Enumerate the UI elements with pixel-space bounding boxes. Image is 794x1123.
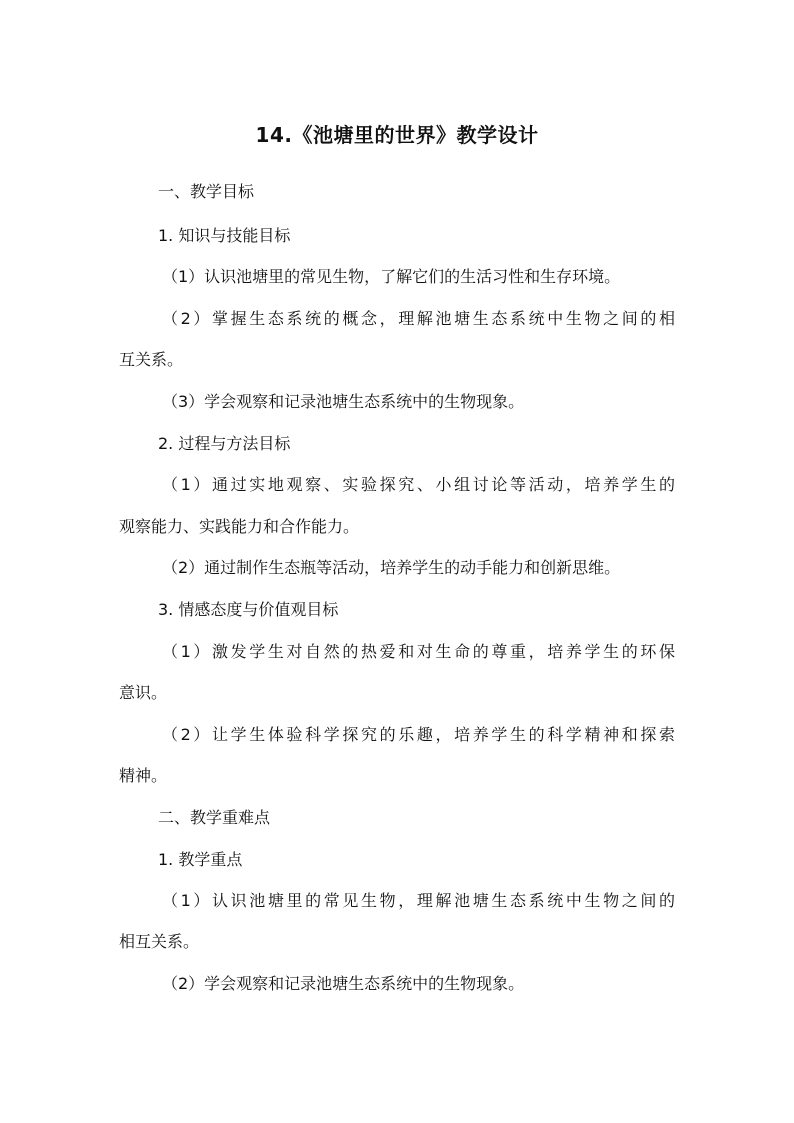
subheading-emotion-values: 3. 情感态度与价值观目标 (158, 600, 339, 619)
process-item-1-line-2: 观察能力、实践能力和合作能力。 (119, 517, 360, 536)
emotion-item-2-line-2: 精神。 (119, 766, 168, 785)
subheading-teaching-focus: 1. 教学重点 (158, 850, 243, 869)
focus-item-1-line-2: 相互关系。 (119, 932, 200, 951)
knowledge-item-3: （3）学会观察和记录池塘生态系统中的生物现象。 (162, 392, 525, 411)
emotion-item-1-line-1: （1）激发学生对自然的热爱和对生命的尊重，培养学生的环保 (162, 642, 675, 661)
section-heading-key-points: 二、教学重难点 (158, 808, 271, 827)
knowledge-item-2-line-1: （2）掌握生态系统的概念，理解池塘生态系统中生物之间的相 (162, 309, 675, 328)
focus-item-1-line-1: （1）认识池塘里的常见生物，理解池塘生态系统中生物之间的 (162, 891, 675, 910)
subheading-process-methods: 2. 过程与方法目标 (158, 434, 291, 453)
focus-item-2: （2）学会观察和记录池塘生态系统中的生物现象。 (162, 974, 525, 993)
knowledge-item-2-line-2: 互关系。 (119, 350, 184, 369)
knowledge-item-1: （1）认识池塘里的常见生物，了解它们的生活习性和生存环境。 (162, 267, 621, 286)
subheading-knowledge-skills: 1. 知识与技能目标 (158, 226, 291, 245)
section-heading-objectives: 一、教学目标 (158, 182, 255, 201)
emotion-item-2-line-1: （2）让学生体验科学探究的乐趣，培养学生的科学精神和探索 (162, 725, 675, 744)
document-title: 14.《池塘里的世界》教学设计 (255, 123, 539, 147)
process-item-1-line-1: （1）通过实地观察、实验探究、小组讨论等活动，培养学生的 (162, 475, 675, 494)
emotion-item-1-line-2: 意识。 (119, 683, 168, 702)
process-item-2: （2）通过制作生态瓶等活动，培养学生的动手能力和创新思维。 (162, 558, 621, 577)
